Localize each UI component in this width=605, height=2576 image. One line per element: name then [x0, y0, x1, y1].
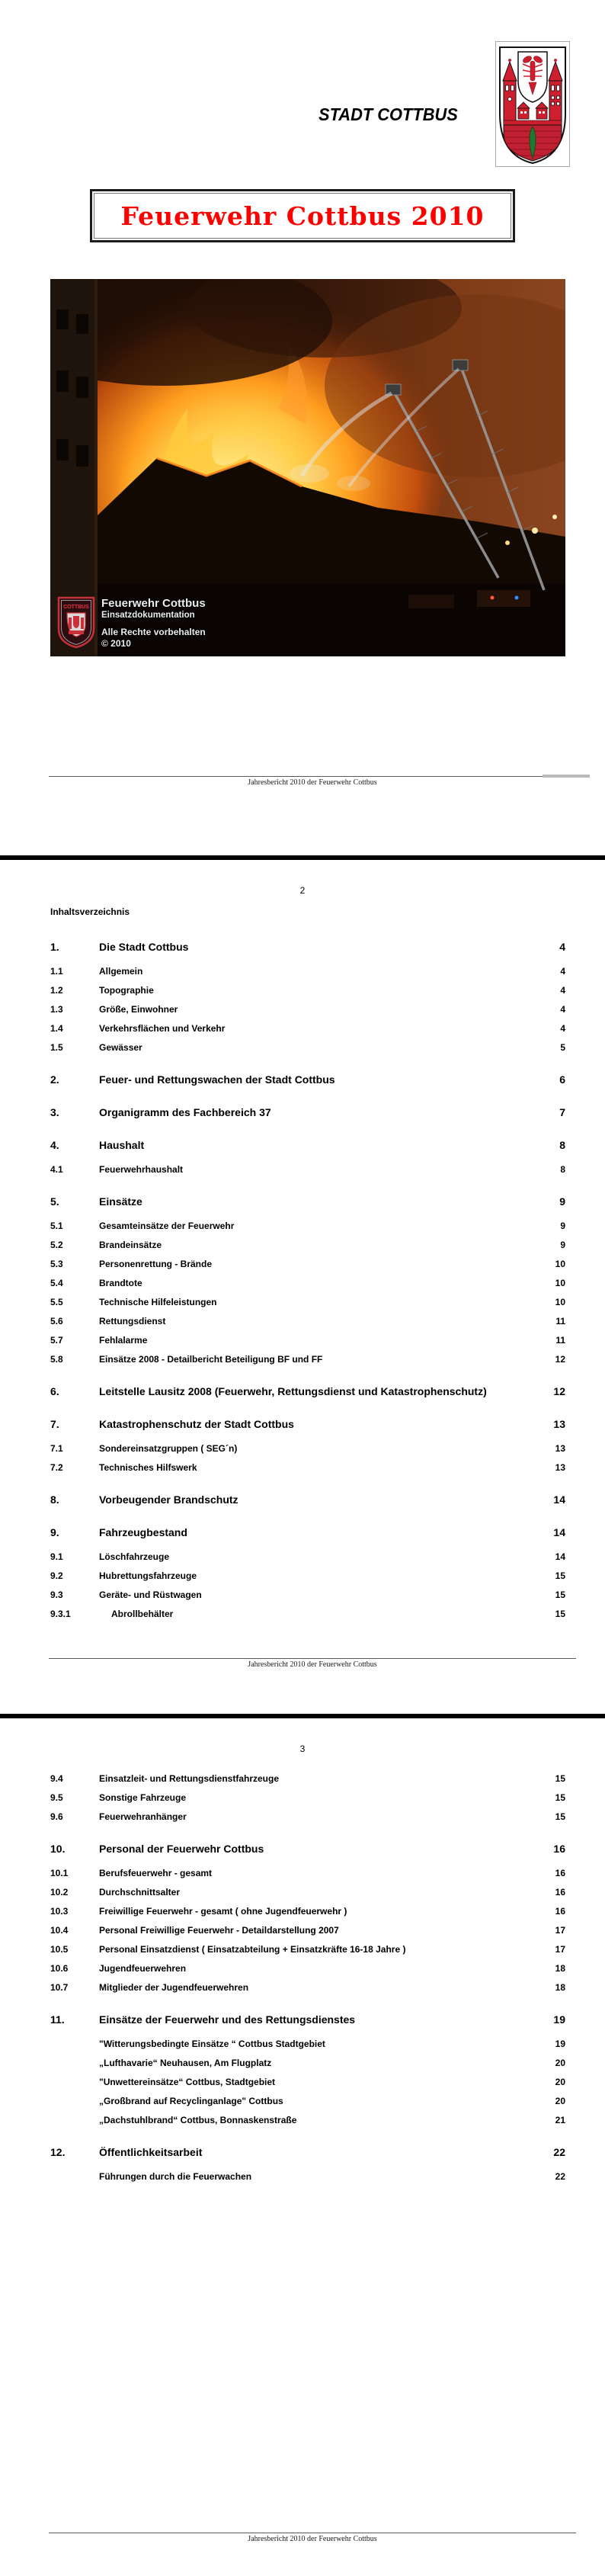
toc-entry — [50, 1902, 565, 1921]
toc-entry-number: 2. — [50, 1073, 59, 1086]
toc-entry-page: 20 — [555, 2077, 565, 2087]
toc-entry-page: 22 — [553, 2146, 565, 2158]
footer-text: Jahresbericht 2010 der Feuerwehr Cottbus — [248, 1660, 377, 1669]
toc-entry — [50, 1586, 565, 1605]
toc-entry-title: Brandeinsätze — [99, 1240, 162, 1250]
toc-entry-page: 16 — [555, 1868, 565, 1878]
toc-entry-number: 10.1 — [50, 1868, 69, 1878]
toc-entry-title: Sonstige Fahrzeuge — [99, 1792, 187, 1803]
toc-entry-number: 5.2 — [50, 1240, 63, 1250]
toc-entry-number: 9.5 — [50, 1792, 63, 1803]
toc-entry-title: „Lufthavarie“ Neuhausen, Am Flugplatz — [99, 2058, 272, 2068]
photo-caption-text — [101, 595, 206, 650]
toc-entry-title: Geräte- und Rüstwagen — [99, 1590, 202, 1600]
toc-entry-title: Durchschnittsalter — [99, 1887, 181, 1898]
toc-entry-number: 7. — [50, 1418, 59, 1430]
toc-entry-page: 9 — [559, 1195, 565, 1208]
page-3-toc — [0, 1718, 605, 2576]
toc-entry-page: 15 — [555, 1811, 565, 1822]
toc-entry — [50, 1567, 565, 1586]
toc-entry-title: Einsätze 2008 - Detailbericht Beteiligung BF und FF — [99, 1354, 323, 1365]
toc-entry — [50, 1769, 565, 1788]
toc-entry — [50, 1883, 565, 1902]
toc-entry-title: "Unwettereinsätze“ Cottbus, Stadtgebiet — [99, 2077, 276, 2087]
toc-entry — [50, 1070, 565, 1090]
toc-entry-title: „Großbrand auf Recyclinganlage" Cottbus — [99, 2096, 283, 2106]
toc-entry-number: 5.1 — [50, 1221, 63, 1231]
caption-line-2: Einsatzdokumentation — [101, 611, 195, 620]
footer-rule — [49, 1658, 576, 1659]
toc-entry — [50, 1788, 565, 1808]
toc-entry-page: 14 — [553, 1493, 565, 1506]
toc-entry-page: 14 — [555, 1551, 565, 1562]
toc-entry-title: Personal Einsatzdienst ( Einsatzabteilung + Einsatzkräfte 16-18 Jahre ) — [99, 1944, 406, 1955]
toc-entry-page: 8 — [559, 1139, 565, 1151]
toc-entry-page: 20 — [555, 2096, 565, 2106]
toc-entry-number: 9. — [50, 1526, 59, 1538]
toc-entry-number: 4. — [50, 1139, 59, 1151]
toc-entry-page: 10 — [555, 1297, 565, 1307]
toc-entry-page: 11 — [555, 1316, 565, 1326]
toc-entry — [50, 1331, 565, 1350]
toc-entry-title: Technisches Hilfswerk — [99, 1462, 197, 1473]
toc-entry — [50, 1921, 565, 1940]
toc-entry-number: 9.2 — [50, 1570, 63, 1581]
page-3-footer — [49, 2533, 576, 2543]
toc-entry-title: Fehlalarme — [99, 1335, 148, 1346]
toc-entry-title: Rettungsdienst — [99, 1316, 166, 1326]
toc-entry-number: 5.4 — [50, 1278, 63, 1288]
toc-entry — [50, 1548, 565, 1567]
toc-entry-page: 12 — [555, 1354, 565, 1365]
toc-entry — [50, 1350, 565, 1369]
toc-entry-title: Haushalt — [99, 1139, 145, 1151]
toc-entry-number: 6. — [50, 1385, 59, 1397]
badge-text: COTTBUS — [63, 605, 89, 610]
toc-entry — [50, 981, 565, 1000]
report-title-box — [90, 189, 515, 242]
toc-list-page3 — [0, 1769, 605, 2186]
toc-entry — [50, 962, 565, 981]
toc-entry — [50, 1019, 565, 1038]
report-title-box-inner — [94, 193, 511, 239]
toc-entry — [50, 2010, 565, 2030]
toc-entry-title: „Dachstuhlbrand“ Cottbus, Bonnaskenstraße — [99, 2115, 297, 2125]
toc-entry-page: 16 — [553, 1843, 565, 1855]
toc-entry — [50, 1381, 565, 1402]
toc-entry-title: Leitstelle Lausitz 2008 (Feuerwehr, Rettungsdienst und Katastrophenschutz) — [99, 1385, 487, 1397]
report-title: Feuerwehr Cottbus 2010 — [120, 200, 485, 231]
toc-entry-title: Abrollbehälter — [111, 1609, 174, 1619]
toc-entry — [50, 1458, 565, 1477]
toc-entry-page: 4 — [560, 966, 565, 977]
toc-entry-page: 19 — [555, 2039, 565, 2049]
toc-entry-title: Gewässer — [99, 1042, 142, 1053]
toc-entry-page: 20 — [555, 2058, 565, 2068]
toc-entry-number: 9.3 — [50, 1590, 63, 1600]
toc-entry — [50, 1038, 565, 1057]
toc-entry — [50, 1839, 565, 1859]
toc-entry-title: Personal Freiwillige Feuerwehr - Detaildarstellung 2007 — [99, 1925, 339, 1936]
toc-list-page2 — [0, 937, 605, 1624]
toc-entry-page: 16 — [555, 1906, 565, 1917]
toc-entry-page: 15 — [555, 1609, 565, 1619]
toc-entry-number: 1.2 — [50, 985, 63, 996]
toc-entry-number: 10.7 — [50, 1982, 69, 1993]
toc-entry-title: Personenrettung - Brände — [99, 1259, 213, 1269]
toc-entry-page: 10 — [555, 1259, 565, 1269]
toc-entry — [50, 1000, 565, 1019]
toc-entry-number: 5. — [50, 1195, 59, 1208]
toc-entry-title: Feuerwehrhaushalt — [99, 1164, 184, 1175]
toc-entry-number: 5.3 — [50, 1259, 63, 1269]
toc-entry — [50, 2142, 565, 2163]
toc-entry — [50, 1192, 565, 1212]
toc-entry-page: 21 — [555, 2115, 565, 2125]
toc-entry — [50, 2092, 565, 2111]
toc-entry-page: 15 — [555, 1773, 565, 1784]
caption-line-1: Feuerwehr Cottbus — [101, 597, 206, 610]
toc-entry-page: 4 — [560, 1004, 565, 1015]
toc-entry — [50, 1312, 565, 1331]
toc-entry-number: 8. — [50, 1493, 59, 1506]
page-2-toc — [0, 860, 605, 1714]
toc-entry-title: Jugendfeuerwehren — [99, 1963, 187, 1974]
toc-entry-number: 4.1 — [50, 1164, 63, 1175]
toc-entry-page: 11 — [555, 1335, 565, 1346]
toc-entry-number: 5.6 — [50, 1316, 63, 1326]
toc-entry — [50, 1959, 565, 1978]
toc-entry — [50, 1414, 565, 1435]
footer-text: Jahresbericht 2010 der Feuerwehr Cottbus — [248, 778, 377, 787]
toc-entry-page: 13 — [555, 1462, 565, 1473]
toc-entry — [50, 1217, 565, 1236]
toc-entry-page: 17 — [555, 1925, 565, 1936]
toc-entry-number: 1.5 — [50, 1042, 63, 1053]
toc-entry-page: 9 — [560, 1240, 565, 1250]
toc-entry-title: Technische Hilfeleistungen — [99, 1297, 217, 1307]
footer-rule — [49, 776, 576, 777]
toc-entry-title: Die Stadt Cottbus — [99, 941, 189, 953]
toc-entry — [50, 2167, 565, 2186]
toc-entry-title: Topographie — [99, 985, 154, 996]
toc-entry-page: 13 — [553, 1418, 565, 1430]
toc-entry-number: 9.4 — [50, 1773, 63, 1784]
toc-entry-title: Einsatzleit- und Rettungsdienstfahrzeuge — [99, 1773, 280, 1784]
toc-entry-title: Sondereinsatzgruppen ( SEG´n) — [99, 1443, 238, 1454]
toc-entry-page: 4 — [560, 985, 565, 996]
toc-entry-title: Fahrzeugbestand — [99, 1526, 187, 1538]
feuerwehr-badge-icon — [56, 595, 96, 653]
toc-entry — [50, 1940, 565, 1959]
city-header: STADT COTTBUS — [319, 104, 458, 124]
toc-entry-page: 8 — [560, 1164, 565, 1175]
toc-entry-number: 12. — [50, 2146, 66, 2158]
toc-entry-page: 16 — [555, 1887, 565, 1898]
toc-entry-number: 5.8 — [50, 1354, 63, 1365]
toc-entry-number: 10.6 — [50, 1963, 69, 1974]
toc-entry — [50, 1490, 565, 1510]
toc-entry-number: 10.2 — [50, 1887, 69, 1898]
toc-entry-number: 10.3 — [50, 1906, 69, 1917]
toc-entry-title: Feuerwehranhänger — [99, 1811, 187, 1822]
toc-entry-title: Verkehrsflächen und Verkehr — [99, 1023, 226, 1034]
toc-entry-number: 7.2 — [50, 1462, 63, 1473]
toc-entry-page: 15 — [555, 1792, 565, 1803]
page-1-footer — [49, 776, 576, 787]
toc-entry-page: 4 — [560, 1023, 565, 1034]
toc-entry-page: 10 — [555, 1278, 565, 1288]
toc-entry-number: 1. — [50, 941, 59, 953]
toc-entry-page: 17 — [555, 1944, 565, 1955]
toc-entry — [50, 1236, 565, 1255]
toc-entry-title: Berufsfeuerwehr - gesamt — [99, 1868, 213, 1878]
toc-entry-page: 7 — [559, 1106, 565, 1118]
toc-entry-number: 1.1 — [50, 966, 63, 977]
fire-scene-photo — [50, 279, 565, 656]
toc-entry-page: 18 — [555, 1963, 565, 1974]
toc-entry-number: 1.4 — [50, 1023, 63, 1034]
toc-entry-page: 13 — [555, 1443, 565, 1454]
toc-entry-number: 10.5 — [50, 1944, 69, 1955]
toc-entry — [50, 1293, 565, 1312]
toc-entry-page: 4 — [559, 941, 565, 953]
toc-entry-page: 5 — [560, 1042, 565, 1053]
toc-entry-title: Öffentlichkeitsarbeit — [99, 2146, 203, 2158]
cottbus-coat-of-arms-icon — [495, 41, 570, 167]
toc-entry — [50, 2054, 565, 2073]
toc-entry — [50, 1808, 565, 1827]
toc-entry-title: Katastrophenschutz der Stadt Cottbus — [99, 1418, 294, 1430]
toc-entry-page: 19 — [553, 2013, 565, 2026]
page-1-cover — [0, 0, 605, 855]
toc-entry-title: Allgemein — [99, 966, 143, 977]
toc-entry — [50, 1605, 565, 1624]
toc-entry-number: 11. — [50, 2013, 65, 2026]
toc-entry-page: 18 — [555, 1982, 565, 1993]
toc-entry-title: Hubrettungsfahrzeuge — [99, 1570, 197, 1581]
footer-rule-end — [543, 775, 590, 778]
toc-heading: Inhaltsverzeichnis — [50, 906, 130, 917]
toc-entry-number: 9.6 — [50, 1811, 63, 1822]
toc-entry — [50, 1135, 565, 1156]
toc-entry-number: 3. — [50, 1106, 59, 1118]
toc-entry-title: Einsätze — [99, 1195, 142, 1208]
toc-entry-title: "Witterungsbedingte Einsätze “ Cottbus Stadtgebiet — [99, 2039, 325, 2049]
photo-caption — [56, 595, 206, 653]
toc-entry-page: 15 — [555, 1590, 565, 1600]
toc-entry-title: Größe, Einwohner — [99, 1004, 178, 1015]
toc-entry-page: 14 — [553, 1526, 565, 1538]
toc-entry-title: Gesamteinsätze der Feuerwehr — [99, 1221, 235, 1231]
toc-entry — [50, 2073, 565, 2092]
toc-entry — [50, 937, 565, 958]
toc-entry-page: 15 — [555, 1570, 565, 1581]
toc-entry — [50, 1439, 565, 1458]
toc-entry-number: 9.3.1 — [50, 1609, 71, 1619]
toc-entry-title: Einsätze der Feuerwehr und des Rettungsdienstes — [99, 2013, 356, 2026]
page-number: 2 — [299, 885, 306, 896]
toc-entry-title: Führungen durch die Feuerwachen — [99, 2171, 252, 2182]
caption-line-4: © 2010 — [101, 638, 131, 649]
toc-entry-number: 5.5 — [50, 1297, 63, 1307]
toc-entry-title: Löschfahrzeuge — [99, 1551, 170, 1562]
toc-entry-page: 6 — [559, 1073, 565, 1086]
toc-entry-page: 22 — [555, 2171, 565, 2182]
page-2-footer — [49, 1658, 576, 1669]
toc-entry — [50, 1522, 565, 1543]
toc-entry-title: Freiwillige Feuerwehr - gesamt ( ohne Jugendfeuerwehr ) — [99, 1906, 347, 1917]
toc-entry — [50, 1274, 565, 1293]
toc-entry — [50, 1102, 565, 1123]
toc-entry — [50, 1978, 565, 1997]
toc-entry-number: 9.1 — [50, 1551, 63, 1562]
toc-entry-title: Mitglieder der Jugendfeuerwehren — [99, 1982, 249, 1993]
caption-line-3: Alle Rechte vorbehalten — [101, 627, 206, 637]
page-number: 3 — [299, 1744, 306, 1754]
toc-entry-title: Vorbeugender Brandschutz — [99, 1493, 238, 1506]
toc-entry-title: Personal der Feuerwehr Cottbus — [99, 1843, 264, 1855]
toc-entry-page: 12 — [553, 1385, 565, 1397]
footer-text: Jahresbericht 2010 der Feuerwehr Cottbus — [248, 2535, 377, 2543]
toc-entry-title: Organigramm des Fachbereich 37 — [99, 1106, 271, 1118]
toc-entry-number: 1.3 — [50, 1004, 63, 1015]
toc-entry — [50, 1864, 565, 1883]
toc-entry-title: Feuer- und Rettungswachen der Stadt Cottbus — [99, 1073, 335, 1086]
toc-entry-number: 7.1 — [50, 1443, 63, 1454]
toc-entry-page: 9 — [560, 1221, 565, 1231]
toc-entry — [50, 1160, 565, 1179]
toc-entry — [50, 2111, 565, 2130]
toc-entry-number: 10. — [50, 1843, 66, 1855]
toc-entry-title: Brandtote — [99, 1278, 142, 1288]
toc-entry-number: 5.7 — [50, 1335, 63, 1346]
toc-entry — [50, 1255, 565, 1274]
toc-entry — [50, 2035, 565, 2054]
toc-entry-number: 10.4 — [50, 1925, 69, 1936]
